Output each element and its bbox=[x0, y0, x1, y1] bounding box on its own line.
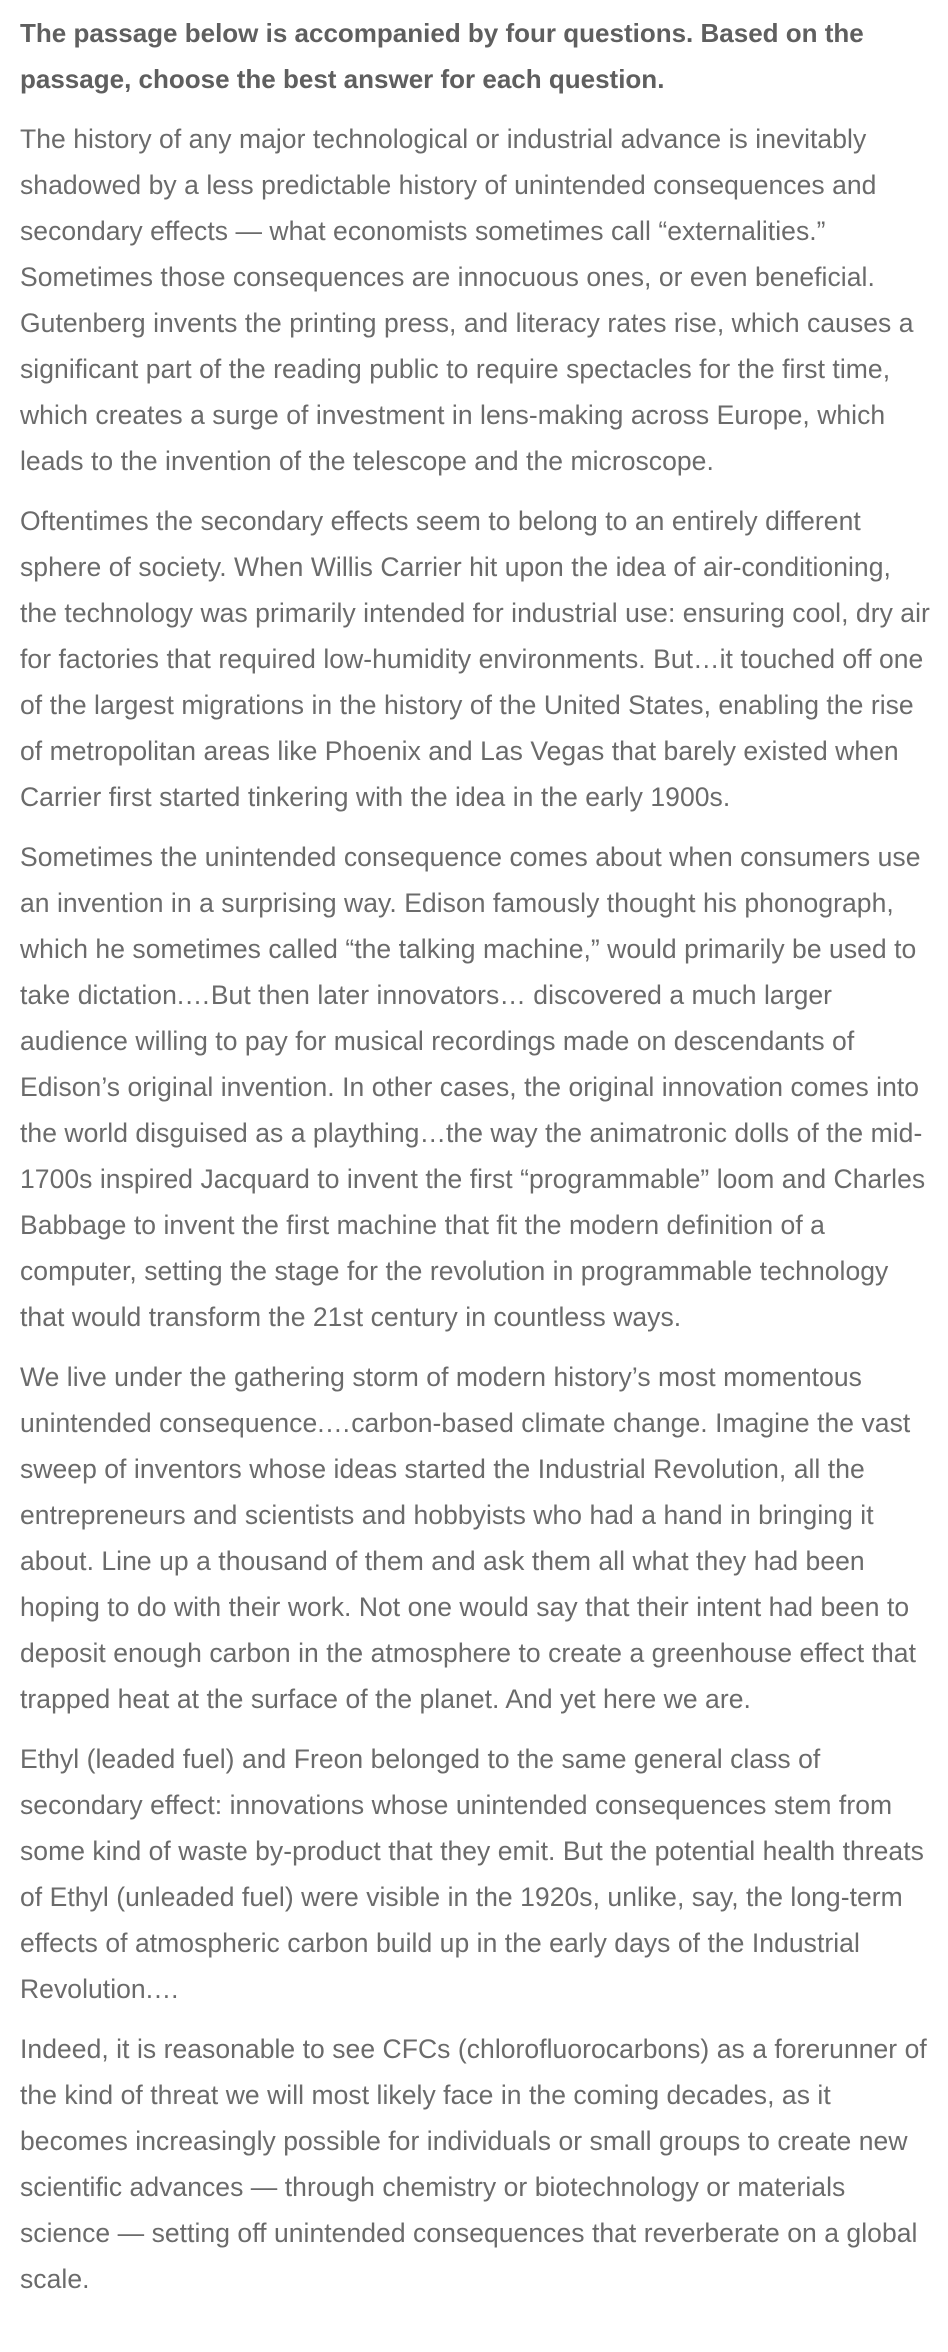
passage-paragraph-5: Ethyl (leaded fuel) and Freon belonged to the same general class of secondary effect: innovations whose unintended consequences stem from some kind of waste by-product that they emit. But the potential health threats of Ethyl (unleaded fuel) were visible in the 1920s, unlike, say, the long-term effects of atmospheric carbon build up in the early days of the Industrial Revolution.… bbox=[20, 1744, 924, 2004]
passage-paragraph-2: Oftentimes the secondary effects seem to belong to an entirely different sphere of society. When Willis Carrier hit upon the idea of air-conditioning, the technology was primarily intended for industrial use: ensuring cool, dry air for factories that required low-humidity environments. But…it touched off one of the largest migrations in the history of the United States, enabling the rise of metropolitan areas like Phoenix and Las Vegas that barely existed when Carrier first started tinkering with the idea in the early 1900s. bbox=[20, 506, 930, 812]
passage-paragraph-6: Indeed, it is reasonable to see CFCs (chlorofluorocarbons) as a forerunner of the kind of threat we will most likely face in the coming decades, as it becomes increasingly possible for individuals or small groups to create new scientific advances — through chemistry or biotechnology or materials science — setting off unintended consequences that reverberate on a global scale. bbox=[20, 2034, 927, 2294]
passage-paragraph-3: Sometimes the unintended consequence comes about when consumers use an invention in a surprising way. Edison famously thought his phonograph, which he sometimes called “the talking machine,” would primarily be used to take dictation.…But then later innovators… discovered a much larger audience willing to pay for musical recordings made on descendants of Edison’s original invention. In other cases, the original innovation comes into the world disguised as a plaything…the way the animatronic dolls of the mid-1700s inspired Jacquard to invent the first “programmable” loom and Charles Babbage to invent the first machine that fit the modern definition of a computer, setting the stage for the revolution in programmable technology that would transform the 21st century in countless ways. bbox=[20, 842, 926, 1332]
instructions-text: The passage below is accompanied by four questions. Based on the passage, choose the best answer for each question. bbox=[20, 18, 864, 94]
passage-paragraph-4: We live under the gathering storm of modern history’s most momentous unintended consequence.…carbon-based climate change. Imagine the vast sweep of inventors whose ideas started the Industrial Revolution, all the entrepreneurs and scientists and hobbyists who had a hand in bringing it about. Line up a thousand of them and ask them all what they had been hoping to do with their work. Not one would say that their intent had been to deposit enough carbon in the atmosphere to create a greenhouse effect that trapped heat at the surface of the planet. And yet here we are. bbox=[20, 1362, 917, 1714]
passage-paragraph-1: The history of any major technological or industrial advance is inevitably shadowed by a less predictable history of unintended consequences and secondary effects — what economists sometimes call “externalities.” Sometimes those consequences are innocuous ones, or even beneficial. Gutenberg invents the printing press, and literacy rates rise, which causes a significant part of the reading public to require spectacles for the first time, which creates a surge of investment in lens-making across Europe, which leads to the invention of the telescope and the microscope. bbox=[20, 124, 914, 476]
